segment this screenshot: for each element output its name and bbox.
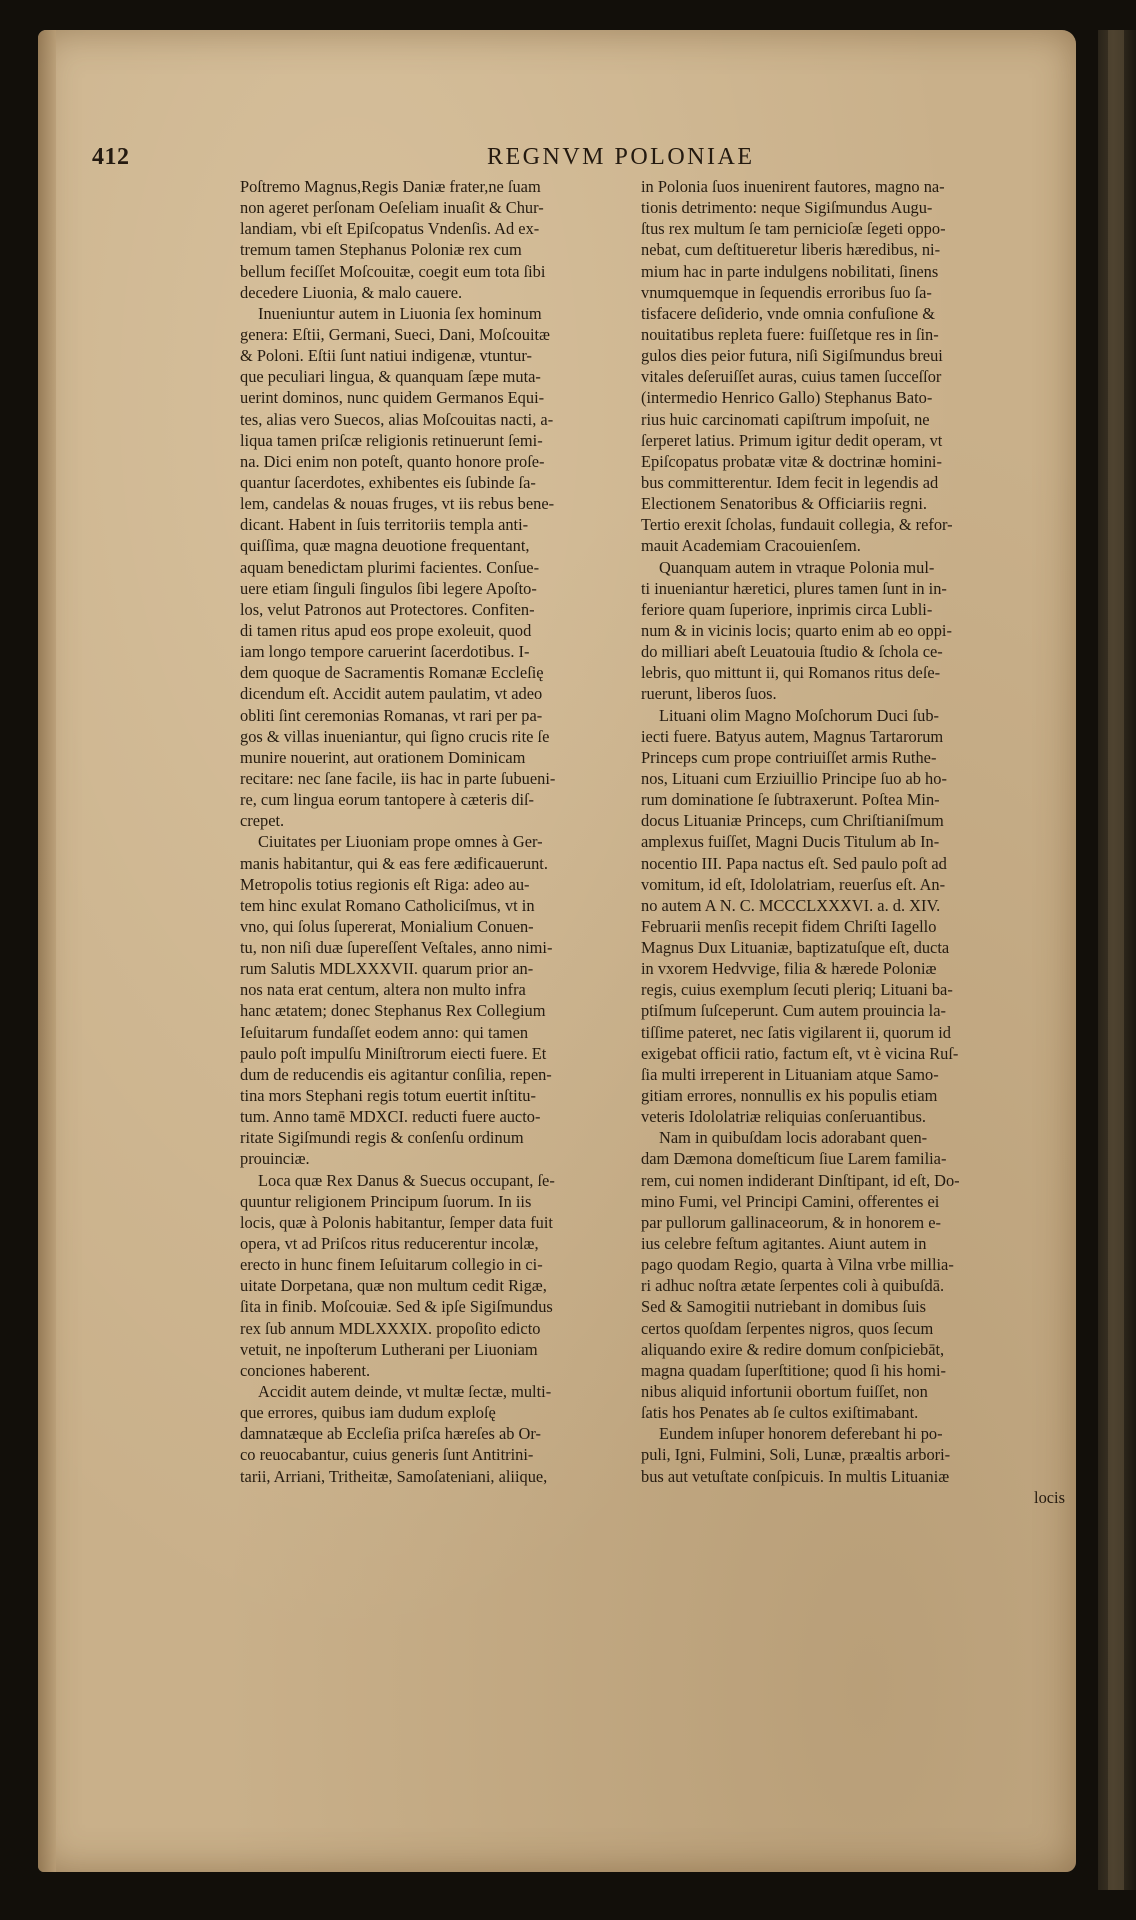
text-line: rem, cui nomen indiderant Dinſtipant, id eſt, Do- — [641, 1170, 960, 1190]
text-line: Loca quæ Rex Danus & Suecus occupant, ſe- — [258, 1170, 555, 1190]
catchword: locis — [1034, 1487, 1065, 1507]
text-line: dum de reducendis eis agitantur conſilia, repen- — [240, 1064, 552, 1084]
running-title: REGNVM POLONIAE — [487, 144, 755, 170]
text-line: locis, quæ à Polonis habitantur, ſemper data fuit — [240, 1212, 553, 1232]
text-line: crepet. — [240, 811, 285, 831]
text-line: bus aut vetuſtate conſpicuis. In multis Lituaniæ — [641, 1466, 950, 1486]
text-line: nocentio III. Papa nactus eſt. Sed paulo poſt ad — [641, 853, 947, 873]
text-line: erecto in hunc finem Ieſuitarum collegio in ci- — [240, 1255, 543, 1275]
text-line: nebat, cum deſtitueretur liberis hæredibus, ni- — [641, 240, 941, 260]
text-line: rum Salutis MDLXXXVII. quarum prior an- — [240, 959, 534, 979]
text-line: quiſſima, quæ magna deuotione frequentant, — [240, 536, 530, 556]
text-line: & Poloni. Eſtii ſunt natiui indigenæ, vtuntur- — [240, 346, 532, 366]
left-text-column — [240, 176, 634, 1487]
text-line: lebris, quo mittunt ii, qui Romanos ritus deſe- — [641, 663, 941, 683]
text-line: (intermedio Henrico Gallo) Stephanus Bato- — [641, 388, 933, 408]
text-line: rius huic carcinomati capiſtrum impoſuit, ne — [641, 409, 930, 429]
text-line: nibus aliquid infortunii obortum fuiſſet, non — [641, 1382, 928, 1402]
text-line: ſia multi irreperent in Lituaniam atque Samo- — [641, 1064, 939, 1084]
text-line: ſita in finib. Moſcouiæ. Sed & ipſe Sigiſmundus — [240, 1297, 553, 1317]
text-line: in vxorem Hedvvige, filia & hærede Poloniæ — [641, 959, 937, 979]
text-line: par pullorum gallinaceorum, & in honorem e- — [641, 1212, 941, 1232]
right-text-column — [641, 176, 1065, 1508]
text-line: uerint dominos, nunc quidem Germanos Equi- — [240, 388, 545, 408]
text-line: gos & villas inueniantur, qui ſigno crucis rite ſe — [240, 726, 550, 746]
text-line: tina mors Stephani regis totum euertit inſtitu- — [240, 1086, 536, 1106]
text-line: prouinciæ. — [240, 1149, 310, 1169]
text-line: mino Fumi, vel Principi Camini, offerentes ei — [641, 1191, 940, 1211]
text-line: mium hac in parte indulgens nobilitati, ſinens — [641, 261, 939, 281]
text-line: Tertio erexit ſcholas, fundauit collegia, & refor- — [641, 515, 953, 535]
text-line: regis, cuius exemplum ſecuti pleriq; Lituani ba- — [641, 980, 953, 1000]
text-line: Electionem Senatoribus & Officiariis regni. — [641, 494, 928, 514]
text-line: non ageret perſonam Oeſeliam inuaſit & Chur- — [240, 198, 544, 218]
text-line: ſerperet latius. Primum igitur dedit operam, vt — [641, 430, 943, 450]
text-line: nos nata erat centum, altera non multo infra — [240, 980, 526, 1000]
text-line: decedere Liuonia, & malo cauere. — [240, 282, 463, 302]
text-line: Metropolis totius regionis eſt Riga: adeo au- — [240, 874, 530, 894]
text-line: ruerunt, liberos ſuos. — [641, 684, 777, 704]
text-line: rum dominatione ſe ſubtraxerunt. Poſtea Min- — [641, 790, 940, 810]
text-line: ptiſmum ſuſceperunt. Cum autem prouincia la- — [641, 1001, 946, 1021]
text-line: docus Lituaniæ Princeps, cum Chriſtianiſmum — [641, 811, 944, 831]
text-line: aliquando exire & redire domum conſpiciebāt, — [641, 1339, 945, 1359]
text-line: Ieſuitarum fundaſſet eodem anno: qui tamen — [240, 1022, 529, 1042]
text-line: dicendum eſt. Accidit autem paulatim, vt adeo — [240, 684, 543, 704]
text-line: gulos dies peior futura, niſi Sigiſmundus breui — [641, 346, 943, 366]
text-line: tu, non niſi duæ ſupereſſent Veſtales, anno nimi- — [240, 938, 553, 958]
text-line: los, velut Patronos aut Protectores. Confiten- — [240, 599, 535, 619]
text-line: manis habitantur, qui & eas fere ædificauerunt. — [240, 853, 548, 873]
text-line: ſatis hos Penates ab ſe cultos exiſtimabant. — [641, 1403, 919, 1423]
text-line: bus committerentur. Idem fecit in legendis ad — [641, 472, 939, 492]
text-line: tarii, Arriani, Tritheitæ, Samoſateniani, aliique, — [240, 1466, 548, 1486]
text-line: Ciuitates per Liuoniam prope omnes à Ger- — [258, 832, 543, 852]
text-line: nos, Lituani cum Erziuillio Principe ſuo ab ho- — [641, 768, 947, 788]
text-line: obliti ſint ceremonias Romanas, vt rari per pa- — [240, 705, 543, 725]
text-line: quantur ſacerdotes, exhibentes eis ſubinde ſa- — [240, 472, 536, 492]
text-line: Sed & Samogitii nutriebant in domibus ſuis — [641, 1297, 927, 1317]
text-line: Lituani olim Magno Moſchorum Duci ſub- — [659, 705, 939, 725]
text-line: re, cum lingua eorum tantopere à cæteris diſ- — [240, 790, 535, 810]
text-line: in Polonia ſuos inuenirent fautores, magno na- — [641, 177, 945, 196]
text-line: bellum feciſſet Moſcouitæ, coegit eum tota ſibi — [240, 261, 546, 281]
text-line: que errores, quibus iam dudum exploſę — [240, 1403, 496, 1423]
text-line: certos quoſdam ſerpentes nigros, quos ſecum — [641, 1318, 934, 1338]
text-line: Magnus Dux Lituaniæ, baptizatuſque eſt, ducta — [641, 938, 950, 958]
text-line: tisfacere deſiderio, vnde omnia confuſione & — [641, 303, 936, 323]
text-line: vitales deſeruiſſet auras, cuius tamen ſucceſſor — [641, 367, 942, 387]
text-line: uere etiam ſinguli ſingulos ſibi legere Apoſto- — [240, 578, 537, 598]
page-header — [92, 144, 840, 172]
text-line: que peculiari lingua, & quanquam ſæpe muta- — [240, 367, 541, 387]
text-line: dicant. Habent in ſuis territoriis templa anti- — [240, 515, 529, 535]
text-line: Epiſcopatus probatæ vitæ & doctrinæ homini- — [641, 451, 942, 471]
text-line: na. Dici enim non poteſt, quanto honore proſe- — [240, 451, 545, 471]
text-line: tum. Anno tamē MDXCI. reducti fuere aucto- — [240, 1107, 541, 1127]
text-line: ſtus rex multum ſe tam pernicioſæ ſegeti oppo- — [641, 219, 946, 239]
text-line: magna quadam ſuperſtitione; quod ſi his homi- — [641, 1360, 946, 1380]
text-line: paulo poſt impulſu Miniſtrorum eiecti fuere. Et — [240, 1043, 547, 1063]
text-line: Eundem inſuper honorem deferebant hi po- — [659, 1424, 943, 1444]
text-line: Inueniuntur autem in Liuonia ſex hominum — [258, 303, 542, 323]
text-line: dem quoque de Sacramentis Romanæ Eccleſię — [240, 663, 544, 683]
text-line: num & in vicinis locis; quarto enim ab eo oppi- — [641, 620, 952, 640]
text-line: tiſſime pateret, nec ſatis vigilarent ii, quorum id — [641, 1022, 951, 1042]
text-line: do milliari abeſt Leuatouia ſtudio & ſchola ce- — [641, 642, 943, 662]
text-line: Nam in quibuſdam locis adorabant quen- — [659, 1128, 928, 1148]
text-line: vomitum, id eſt, Idololatriam, reuerſus eſt. An- — [641, 874, 946, 894]
text-line: liqua tamen priſcæ religionis retinuerunt ſemi- — [240, 430, 543, 450]
text-line: Poſtremo Magnus,Regis Daniæ frater,ne ſuam — [240, 177, 541, 196]
text-line: vetuit, ne inpoſterum Lutherani per Liuoniam — [240, 1339, 538, 1359]
text-line: quuntur religionem Principum ſuorum. In iis — [240, 1191, 532, 1211]
text-line: Princeps cum prope contriuiſſet armis Ruthe- — [641, 747, 937, 767]
text-line: feriore quam ſuperiore, inprimis circa Lubli- — [641, 599, 933, 619]
text-line: puli, Igni, Fulmini, Soli, Lunæ, præaltis arbori- — [641, 1445, 951, 1465]
text-line: di tamen ritus apud eos prope exoleuit, quod — [240, 620, 532, 640]
text-line: no autem A N. C. MCCCLXXXVI. a. d. XIV. — [641, 895, 941, 915]
text-line: tionis detrimento: neque Sigiſmundus Augu- — [641, 198, 933, 218]
text-line: damnatæque ab Eccleſia priſca hæreſes ab Or- — [240, 1424, 541, 1444]
text-line: ius celebre feſtum agitantes. Aiunt autem in — [641, 1234, 927, 1254]
text-line: co reuocabantur, cuius generis ſunt Antitrini- — [240, 1445, 534, 1465]
adjacent-page-edge — [1098, 30, 1136, 1890]
text-line: hanc ætatem; donec Stephanus Rex Collegium — [240, 1001, 546, 1021]
text-line: mauit Academiam Cracouienſem. — [641, 536, 861, 556]
text-line: genera: Eſtii, Germani, Sueci, Dani, Moſcouitæ — [240, 324, 550, 344]
text-line: iecti fuere. Batyus autem, Magnus Tartarorum — [641, 726, 944, 746]
text-line: tem hinc exulat Romano Catholiciſmus, vt in — [240, 895, 535, 915]
text-line: landiam, vbi eſt Epiſcopatus Vndenſis. Ad ex- — [240, 219, 540, 239]
text-line: vno, qui ſolus ſupererat, Monialium Conuen- — [240, 916, 534, 936]
text-line: opera, vt ad Priſcos ritus reducerentur incolæ, — [240, 1234, 539, 1254]
text-line: nouitatibus repleta fuere: fuiſſetque res in ſin- — [641, 324, 939, 344]
text-line: veteris Idololatriæ reliquias conſeruantibus. — [641, 1107, 926, 1127]
text-line: uitate Dorpetana, quæ non multum cedit Rigæ, — [240, 1276, 547, 1296]
text-line: ri adhuc noſtra ætate ſerpentes coli à quibuſdā. — [641, 1276, 945, 1296]
text-line: amplexus fuiſſet, Magni Ducis Titulum ab In- — [641, 832, 940, 852]
text-line: tes, alias vero Suecos, alias Moſcouitas nacti, a- — [240, 409, 554, 429]
text-line: ritate Sigiſmundi regis & conſenſu ordinum — [240, 1128, 524, 1148]
page-number: 412 — [92, 144, 130, 170]
text-line: tremum tamen Stephanus Poloniæ rex cum — [240, 240, 522, 260]
text-line: lem, candelas & nouas fruges, vt iis rebus bene- — [240, 494, 555, 514]
text-line: gitiam errores, nonnullis ex his populis etiam — [641, 1086, 938, 1106]
text-line: aquam benedictam plurimi facientes. Conſue- — [240, 557, 540, 577]
page-gutter-shadow — [38, 30, 56, 1872]
text-line: ti inueniantur hæretici, plures tamen ſunt in in- — [641, 578, 947, 598]
text-line: Accidit autem deinde, vt multæ ſectæ, multi- — [258, 1382, 552, 1402]
text-line: exigebat officii ratio, factum eſt, vt è vicina Ruſ- — [641, 1043, 959, 1063]
text-line: iam longo tempore caruerint ſacerdotibus. I- — [240, 642, 530, 662]
text-line: munire nouerint, aut orationem Dominicam — [240, 747, 526, 767]
text-line: conciones haberent. — [240, 1360, 371, 1380]
text-line: dam Dæmona domeſticum ſiue Larem familia- — [641, 1149, 947, 1169]
text-line: vnumquemque in ſequendis erroribus ſuo ſa- — [641, 282, 932, 302]
text-line: Quanquam autem in vtraque Polonia mul- — [659, 557, 935, 577]
text-line: pago quodam Regio, quarta à Vilna vrbe millia- — [641, 1255, 954, 1275]
text-line: rex ſub annum MDLXXXIX. propoſito edicto — [240, 1318, 541, 1338]
text-line: recitare: nec ſane facile, iis hac in parte ſubueni- — [240, 768, 556, 788]
text-line: Februarii menſis recepit fidem Chriſti Iagello — [641, 916, 937, 936]
